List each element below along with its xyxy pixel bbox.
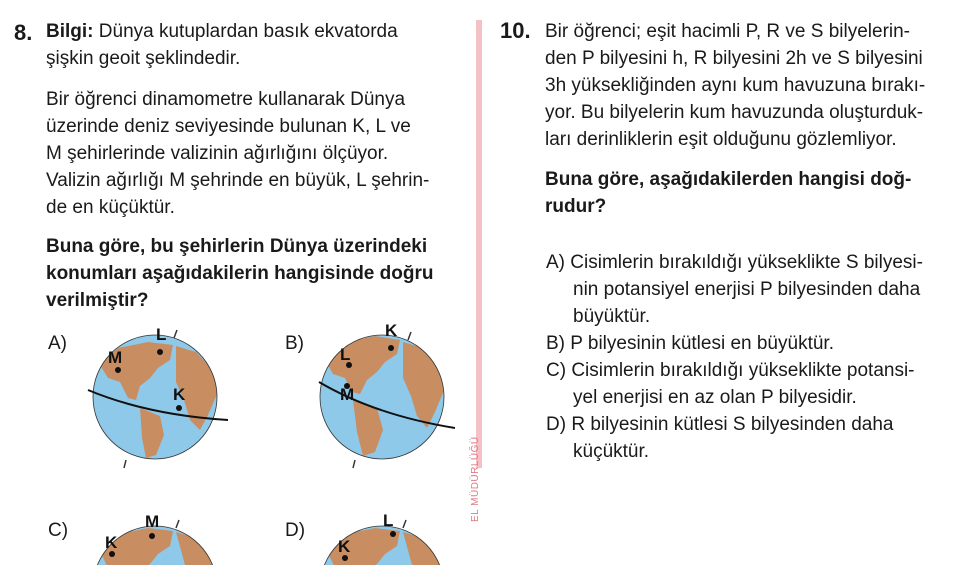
question-8-info <box>46 18 398 45</box>
info-line: Dünya kutuplardan basık ekvatorda <box>93 21 398 42</box>
body-line: de en küçüktür. <box>46 197 175 218</box>
body-line: M şehirlerinde valizinin ağırlığını ölçüyor. <box>46 143 389 164</box>
body-line: yor. Bu bilyelerin kum havuzunda oluşturduk- <box>545 102 924 123</box>
globe-option-d[interactable] <box>305 506 455 565</box>
side-watermark-label: EL MÜDÜRLÜĞÜ <box>470 436 481 522</box>
city-m-dot <box>115 367 121 373</box>
info-label: Bilgi: <box>46 21 94 42</box>
body-line: üzerinde deniz seviyesinde bulunan K, L ve <box>46 116 411 137</box>
question-line: Buna göre, bu şehirlerin Dünya üzerindeki <box>46 236 428 257</box>
city-label: K <box>338 537 351 556</box>
option-a-label[interactable]: A) <box>48 333 67 354</box>
question-8-number: 8. <box>14 20 33 45</box>
city-label: L <box>156 325 167 344</box>
option-c-text[interactable]: C) Cisimlerin bırakıldığı yükseklikte potansi- <box>546 360 915 381</box>
question-line: rudur? <box>545 196 607 217</box>
option-a-text[interactable]: nin potansiyel enerjisi P bilyesinden daha <box>573 279 921 300</box>
globe-option-a[interactable] <box>78 320 228 470</box>
globe-option-b[interactable] <box>305 320 455 470</box>
option-b-label[interactable]: B) <box>285 333 304 354</box>
city-k-dot <box>176 405 182 411</box>
option-d-label[interactable]: D) <box>285 520 306 541</box>
info-line: şişkin geoit şeklindedir. <box>46 48 241 69</box>
option-b-text[interactable]: B) P bilyesinin kütlesi en büyüktür. <box>546 333 834 354</box>
city-label: L <box>383 511 394 530</box>
question-line: verilmiştir? <box>46 290 149 311</box>
body-line: den P bilyesini h, R bilyesini 2h ve S bilyesini <box>545 48 923 69</box>
option-c-text[interactable]: yel enerjisi en az olan P bilyesidir. <box>573 387 857 408</box>
body-line: Bir öğrenci dinamometre kullanarak Dünya <box>46 89 406 110</box>
city-m-dot <box>149 533 155 539</box>
option-a-text[interactable]: büyüktür. <box>573 306 651 327</box>
globe-option-c[interactable] <box>78 506 228 565</box>
city-k-dot <box>388 345 394 351</box>
city-l-dot <box>390 531 396 537</box>
city-label: M <box>145 512 160 531</box>
city-label: M <box>108 348 123 367</box>
question-line: konumları aşağıdakilerin hangisinde doğru <box>46 263 434 284</box>
city-label: M <box>340 385 355 404</box>
question-line: Buna göre, aşağıdakilerden hangisi doğ- <box>545 169 912 190</box>
body-line: ları derinliklerin eşit olduğunu gözlemliyor. <box>545 129 897 150</box>
body-line: Bir öğrenci; eşit hacimli P, R ve S bilyelerin- <box>545 21 911 42</box>
option-d-text[interactable]: küçüktür. <box>573 441 650 462</box>
city-label: L <box>340 345 351 364</box>
city-label: K <box>173 385 186 404</box>
column-divider <box>476 20 482 468</box>
option-a-text[interactable]: A) Cisimlerin bırakıldığı yükseklikte S bilyesi- <box>546 252 923 273</box>
option-d-text[interactable]: D) R bilyesinin kütlesi S bilyesinden daha <box>546 414 894 435</box>
city-l-dot <box>157 349 163 355</box>
option-c-label[interactable]: C) <box>48 520 69 541</box>
body-line: 3h yüksekliğinden aynı kum havuzuna bırakı- <box>545 75 926 96</box>
city-label: K <box>385 321 398 340</box>
question-10-number: 10. <box>500 18 531 43</box>
body-line: Valizin ağırlığı M şehrinde en büyük, L şehrin- <box>46 170 430 191</box>
city-label: K <box>105 533 118 552</box>
